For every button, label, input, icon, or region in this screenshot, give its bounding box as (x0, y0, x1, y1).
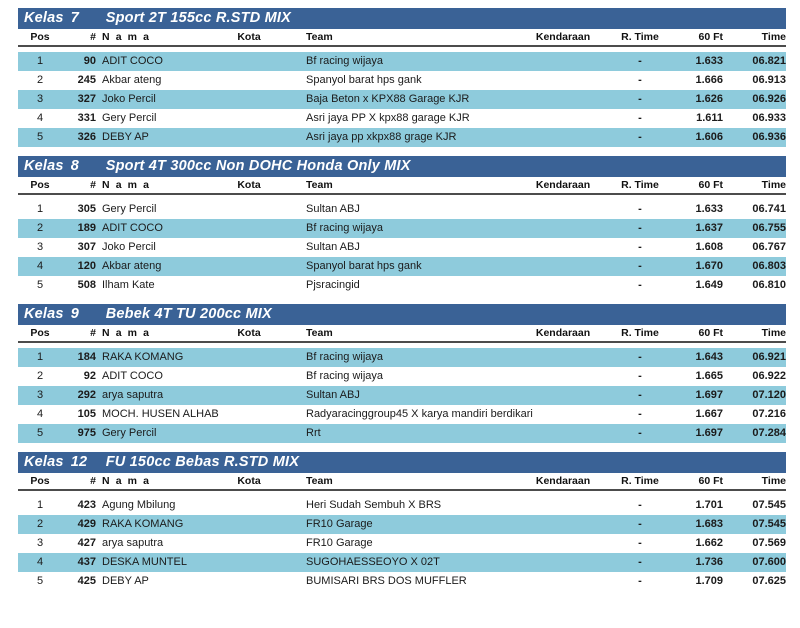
results-rows (18, 491, 786, 591)
column-header-time: Time (761, 31, 786, 43)
cell-nama: ADIT COCO (102, 55, 163, 67)
cell-r_time: - (638, 556, 642, 568)
column-header-time: Time (761, 475, 786, 487)
cell-time: 07.600 (752, 556, 786, 568)
cell-sixty_ft: 1.683 (695, 518, 723, 530)
column-header-nama: N a m a (102, 327, 151, 339)
cell-r_time: - (638, 279, 642, 291)
cell-pos: 1 (36, 351, 44, 363)
cell-sixty_ft: 1.667 (695, 408, 723, 420)
class-title: FU 150cc Bebas R.STD MIX (105, 454, 300, 471)
cell-number: 90 (83, 55, 96, 67)
table-row[interactable] (18, 200, 786, 219)
cell-nama: DESKA MUNTEL (102, 556, 187, 568)
table-row[interactable] (18, 515, 786, 534)
column-header-kendaraan: Kendaraan (535, 327, 591, 339)
column-header-nama: N a m a (102, 475, 151, 487)
cell-time: 07.120 (752, 389, 786, 401)
class-header-bar (18, 304, 786, 325)
class-block-12 (18, 443, 786, 591)
column-header-nama: N a m a (102, 179, 151, 191)
cell-nama: Akbar ateng (102, 74, 162, 86)
cell-number: 425 (77, 575, 96, 587)
column-header-sixty_ft: 60 Ft (698, 31, 723, 43)
column-header-kota: Kota (237, 31, 261, 43)
cell-pos: 3 (36, 93, 44, 105)
table-row[interactable] (18, 367, 786, 386)
cell-number: 427 (77, 537, 96, 549)
cell-team: Radyaracinggroup45 X karya mandiri berdikari (306, 408, 533, 420)
column-header-r_time: R. Time (621, 475, 659, 487)
column-header-kendaraan: Kendaraan (535, 31, 591, 43)
cell-team: Spanyol barat hps gank (306, 74, 422, 86)
cell-time: 06.933 (752, 112, 786, 124)
cell-r_time: - (638, 260, 642, 272)
cell-number: 105 (77, 408, 96, 420)
table-row[interactable] (18, 219, 786, 238)
cell-sixty_ft: 1.709 (695, 575, 723, 587)
class-number: 7 (70, 10, 79, 27)
cell-nama: RAKA KOMANG (102, 518, 184, 530)
cell-number: 305 (77, 203, 96, 215)
class-block-8 (18, 147, 786, 295)
table-row[interactable] (18, 386, 786, 405)
cell-r_time: - (638, 131, 642, 143)
cell-sixty_ft: 1.611 (696, 112, 723, 124)
column-header-pos: Pos (30, 31, 50, 43)
table-row[interactable] (18, 348, 786, 367)
cell-number: 184 (77, 351, 96, 363)
cell-team: Asri jaya PP X kpx88 garage KJR (306, 112, 470, 124)
cell-team: Sultan ABJ (306, 241, 360, 253)
cell-team: Spanyol barat hps gank (306, 260, 422, 272)
column-header-number: # (90, 31, 96, 43)
class-block-7 (18, 0, 786, 147)
cell-sixty_ft: 1.670 (695, 260, 723, 272)
cell-time: 07.625 (752, 575, 786, 587)
cell-r_time: - (638, 241, 642, 253)
cell-nama: Agung Mbilung (102, 499, 176, 511)
table-row[interactable] (18, 276, 786, 295)
cell-sixty_ft: 1.633 (695, 55, 723, 67)
cell-pos: 4 (36, 408, 44, 420)
cell-pos: 5 (36, 279, 44, 291)
cell-team: Sultan ABJ (306, 203, 360, 215)
column-header-team: Team (306, 31, 333, 43)
cell-number: 92 (83, 370, 96, 382)
cell-team: Bf racing wijaya (306, 370, 384, 382)
cell-time: 07.545 (752, 518, 786, 530)
class-number: 9 (70, 306, 79, 323)
column-header-row (18, 29, 786, 47)
cell-r_time: - (638, 93, 642, 105)
cell-pos: 5 (36, 575, 44, 587)
cell-nama: Gery Percil (102, 112, 157, 124)
table-row[interactable] (18, 257, 786, 276)
class-number: 12 (70, 454, 88, 471)
cell-nama: Joko Percil (102, 93, 156, 105)
class-label: Kelas (24, 454, 64, 471)
cell-r_time: - (638, 112, 642, 124)
cell-r_time: - (638, 203, 642, 215)
column-header-number: # (90, 475, 96, 487)
cell-number: 189 (77, 222, 96, 234)
cell-r_time: - (638, 408, 642, 420)
cell-time: 06.921 (752, 351, 786, 363)
column-header-nama: N a m a (102, 31, 151, 43)
cell-nama: RAKA KOMANG (102, 351, 184, 363)
column-header-kota: Kota (237, 327, 261, 339)
column-header-kota: Kota (237, 179, 261, 191)
column-header-r_time: R. Time (621, 179, 659, 191)
cell-time: 06.741 (752, 203, 786, 215)
cell-team: Asri jaya pp xkpx88 grage KJR (306, 131, 457, 143)
results-rows (18, 343, 786, 443)
cell-time: 06.755 (752, 222, 786, 234)
cell-team: FR10 Garage (306, 537, 373, 549)
class-label: Kelas (24, 306, 64, 323)
cell-r_time: - (638, 537, 642, 549)
column-header-number: # (90, 327, 96, 339)
cell-number: 120 (77, 260, 96, 272)
cell-team: SUGOHAESSEOYO X 02T (306, 556, 440, 568)
cell-number: 423 (77, 499, 96, 511)
results-rows (18, 195, 786, 295)
table-row[interactable] (18, 109, 786, 128)
cell-nama: Akbar ateng (102, 260, 162, 272)
cell-pos: 4 (36, 112, 44, 124)
table-row[interactable] (18, 572, 786, 591)
column-header-r_time: R. Time (621, 327, 659, 339)
cell-number: 975 (77, 427, 96, 439)
cell-pos: 2 (36, 222, 44, 234)
table-row[interactable] (18, 71, 786, 90)
cell-number: 326 (77, 131, 96, 143)
cell-sixty_ft: 1.736 (695, 556, 723, 568)
class-header-bar (18, 156, 786, 177)
column-header-pos: Pos (30, 327, 50, 339)
cell-r_time: - (638, 427, 642, 439)
cell-nama: ADIT COCO (102, 222, 163, 234)
cell-time: 06.936 (752, 131, 786, 143)
column-header-kendaraan: Kendaraan (535, 179, 591, 191)
cell-sixty_ft: 1.649 (695, 279, 723, 291)
cell-time: 06.810 (752, 279, 786, 291)
cell-number: 245 (77, 74, 96, 86)
column-header-pos: Pos (30, 179, 50, 191)
cell-r_time: - (638, 499, 642, 511)
cell-nama: Joko Percil (102, 241, 156, 253)
cell-r_time: - (638, 389, 642, 401)
cell-pos: 3 (36, 537, 44, 549)
cell-number: 307 (77, 241, 96, 253)
cell-sixty_ft: 1.666 (695, 74, 723, 86)
cell-pos: 4 (36, 260, 44, 272)
table-row[interactable] (18, 90, 786, 109)
column-header-team: Team (306, 327, 333, 339)
column-header-r_time: R. Time (621, 31, 659, 43)
cell-r_time: - (638, 74, 642, 86)
cell-number: 327 (77, 93, 96, 105)
class-header-bar (18, 8, 786, 29)
table-row[interactable] (18, 238, 786, 257)
cell-nama: ADIT COCO (102, 370, 163, 382)
table-row[interactable] (18, 52, 786, 71)
cell-pos: 1 (36, 203, 44, 215)
cell-time: 06.821 (752, 55, 786, 67)
column-header-sixty_ft: 60 Ft (698, 475, 723, 487)
class-label: Kelas (24, 10, 64, 27)
table-row[interactable] (18, 534, 786, 553)
column-header-team: Team (306, 179, 333, 191)
column-header-time: Time (761, 179, 786, 191)
class-block-9 (18, 295, 786, 443)
cell-team: Bf racing wijaya (306, 351, 384, 363)
cell-r_time: - (638, 518, 642, 530)
cell-nama: DEBY AP (102, 575, 149, 587)
column-header-row (18, 177, 786, 195)
cell-number: 292 (77, 389, 96, 401)
class-title: Sport 4T 300cc Non DOHC Honda Only MIX (105, 158, 411, 175)
cell-nama: arya saputra (102, 389, 164, 401)
cell-sixty_ft: 1.626 (695, 93, 723, 105)
cell-number: 508 (77, 279, 96, 291)
table-row[interactable] (18, 496, 786, 515)
column-header-row (18, 325, 786, 343)
cell-sixty_ft: 1.662 (695, 537, 723, 549)
cell-pos: 3 (36, 389, 44, 401)
class-title: Bebek 4T TU 200cc MIX (105, 306, 272, 323)
cell-sixty_ft: 1.608 (695, 241, 723, 253)
cell-pos: 1 (36, 55, 44, 67)
column-header-sixty_ft: 60 Ft (698, 179, 723, 191)
column-header-pos: Pos (30, 475, 50, 487)
table-row[interactable] (18, 553, 786, 572)
table-row[interactable] (18, 405, 786, 424)
column-header-time: Time (761, 327, 786, 339)
cell-nama: DEBY AP (102, 131, 149, 143)
cell-pos: 2 (36, 518, 44, 530)
cell-r_time: - (638, 55, 642, 67)
column-header-kota: Kota (237, 475, 261, 487)
cell-r_time: - (638, 370, 642, 382)
cell-pos: 2 (36, 370, 44, 382)
column-header-row (18, 473, 786, 491)
cell-r_time: - (638, 575, 642, 587)
cell-time: 06.922 (752, 370, 786, 382)
cell-sixty_ft: 1.633 (695, 203, 723, 215)
column-header-number: # (90, 179, 96, 191)
cell-team: Bf racing wijaya (306, 222, 384, 234)
cell-nama: Gery Percil (102, 427, 157, 439)
cell-time: 06.767 (752, 241, 786, 253)
class-header-bar (18, 452, 786, 473)
cell-number: 437 (77, 556, 96, 568)
column-header-kendaraan: Kendaraan (535, 475, 591, 487)
cell-pos: 3 (36, 241, 44, 253)
results-rows (18, 47, 786, 147)
cell-pos: 5 (36, 427, 44, 439)
table-row[interactable] (18, 128, 786, 147)
cell-sixty_ft: 1.665 (695, 370, 723, 382)
cell-team: Heri Sudah Sembuh X BRS (306, 499, 442, 511)
cell-pos: 2 (36, 74, 44, 86)
cell-r_time: - (638, 222, 642, 234)
cell-team: Baja Beton x KPX88 Garage KJR (306, 93, 470, 105)
cell-team: BUMISARI BRS DOS MUFFLER (306, 575, 467, 587)
cell-time: 06.803 (752, 260, 786, 272)
cell-pos: 4 (36, 556, 44, 568)
column-header-team: Team (306, 475, 333, 487)
cell-sixty_ft: 1.697 (695, 427, 723, 439)
cell-time: 06.913 (752, 74, 786, 86)
cell-pos: 1 (36, 499, 44, 511)
class-title: Sport 2T 155cc R.STD MIX (105, 10, 291, 27)
cell-sixty_ft: 1.637 (695, 222, 723, 234)
cell-time: 07.545 (752, 499, 786, 511)
class-number: 8 (70, 158, 79, 175)
cell-team: Sultan ABJ (306, 389, 360, 401)
cell-team: FR10 Garage (306, 518, 373, 530)
cell-number: 331 (77, 112, 96, 124)
cell-time: 06.926 (752, 93, 786, 105)
cell-time: 07.216 (752, 408, 786, 420)
cell-time: 07.569 (752, 537, 786, 549)
cell-team: Rrt (306, 427, 321, 439)
cell-number: 429 (77, 518, 96, 530)
cell-sixty_ft: 1.643 (695, 351, 723, 363)
cell-nama: Gery Percil (102, 203, 157, 215)
cell-nama: MOCH. HUSEN ALHAB (102, 408, 219, 420)
cell-sixty_ft: 1.697 (695, 389, 723, 401)
table-row[interactable] (18, 424, 786, 443)
column-header-sixty_ft: 60 Ft (698, 327, 723, 339)
cell-team: Bf racing wijaya (306, 55, 384, 67)
cell-r_time: - (638, 351, 642, 363)
cell-sixty_ft: 1.701 (695, 499, 723, 511)
cell-team: Pjsracingid (306, 279, 360, 291)
class-label: Kelas (24, 158, 64, 175)
cell-sixty_ft: 1.606 (695, 131, 723, 143)
cell-nama: Ilham Kate (102, 279, 155, 291)
cell-nama: arya saputra (102, 537, 164, 549)
cell-time: 07.284 (752, 427, 786, 439)
cell-pos: 5 (36, 131, 44, 143)
